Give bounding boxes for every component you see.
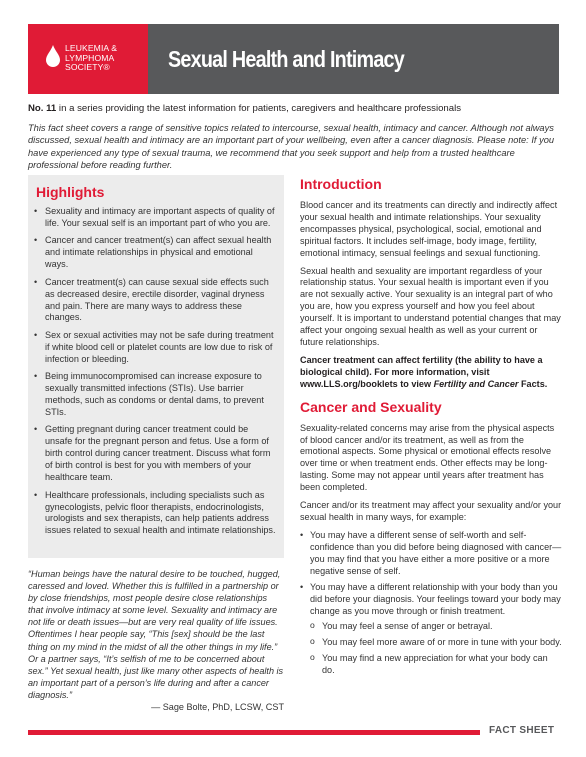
highlights-title: Highlights [36,184,105,200]
introduction-paragraph: Blood cancer and its treatments can directly and indirectly affect your sexual health and intimate relationships. Your sexuality encompasses physical, psychological, social, emotional and spiritual factors. It includes self-image, body image, fertility, emotional intimacy, sensual feelings and sexual functioning. [300,200,558,258]
header [28,24,559,94]
callout-text-end: Facts. [518,378,548,389]
logo-line-1: LEUKEMIA & [65,43,118,53]
highlights-box [28,175,284,558]
logo-line-2: LYMPHOMA [65,52,115,63]
effects-item-text: You may have a different relationship with your body than you did before your diagnosis. Your feelings toward your body may change as you move through or finish treatment. [310,582,561,617]
quote-text: “Human beings have the natural desire to be touched, hugged, caressed and loved. Whether this is fulfilled in a partnership or by close friendships, most people desire close relationships that involve intimacy at some level. Sexuality and intimacy are not life or death issues—but are very real quality of life issues. Oftentimes I hear people say, “This [sex] should be the last thing on my mind in the midst of all the other things in my life.” Or a partner says, “It’s selfish of me to be concerned about sex.” Yet sexual health, just like many other aspects of health is an important part of a person’s life during and after a cancer diagnosis.” [28,569,284,700]
fact-sheet-intro: This fact sheet covers a range of sensitive topics related to intercourse, sexual health, intimacy and cancer. Although not always discussed, sexual health and intimacy are an important part of your wellbeing, even after a cancer diagnosis. Please note: If you have experienced any type of sexual trauma, we recommend that you seek support and help from a trusted healthcare professional before reading further. [28,123,555,171]
effects-sub-item: o You may feel more aware of or more in tune with your body. [310,637,562,649]
highlight-item: • Getting pregnant during cancer treatment could be unsafe for the pregnant person and fetus. Use a form of birth control during cancer treatment. Discuss what form of birth control is best for you with members of your healthcare team. [34,424,276,484]
title-banner [148,24,559,94]
highlight-item: • Sexuality and intimacy are important aspects of quality of life. Your sexual self is an important part of who you are. [34,206,276,230]
introduction-heading: Introduction [300,176,382,192]
booklet-title: Fertility and Cancer [433,378,519,389]
footer-bar [28,730,480,735]
cancer-sexuality-paragraph: Cancer and/or its treatment may affect your sexuality and/or your sexual health in many ways, for example: [300,500,562,522]
effects-sub-list [310,621,562,677]
effects-sub-item: o You may feel a sense of anger or betrayal. [310,621,562,633]
logo-text [65,44,117,73]
effects-list [300,530,562,677]
highlight-item: • Cancer and cancer treatment(s) can affect sexual health and intimate relationships in physical and emotional ways. [34,235,276,271]
drop-logo-icon [46,45,60,67]
fertility-callout [300,355,562,391]
series-line [28,103,568,114]
page-title: Sexual Health and Intimacy [168,45,405,72]
quote-attribution: — Sage Bolte, PhD, LCSW, CST [151,702,284,713]
introduction-paragraph: Sexual health and sexuality are important regardless of your relationship status. Your sexual health is important even if you are not sexually active. Your sexuality is an integral part of who you are, how you express yourself and how you feel about yourself. It is important to understand potential changes that may affect your ongoing sexual health as well as your current or future relationships. [300,265,561,347]
cancer-sexuality-heading: Cancer and Sexuality [300,398,442,415]
main-column [300,176,562,682]
highlight-item: • Healthcare professionals, including specialists such as gynecologists, pelvic floor therapists, endocrinologists, urologists and sex therapists, can help patients address issues related to sexual health and intimate relationships. [34,490,276,538]
highlight-item: • Cancer treatment(s) can cause sexual side effects such as decreased desire, erectile disorder, vaginal dryness and pain. There are many ways to address these changes. [34,277,276,325]
highlight-item: • Sex or sexual activities may not be safe during treatment if white blood cell or platelet counts are low due to risk of infection or bleeding. [34,330,276,366]
effects-item: • You may have a different sense of self-worth and self-confidence than you did before being diagnosed with cancer—you may find that you have either a more positive or a more negative sense of self. [300,530,562,578]
cancer-sexuality-paragraph: Sexuality-related concerns may arise from the physical aspects of blood cancer and/or its treatment, as well as from the emotional aspects. Some physical or emotional effects resolve over time or when treatment ends. Other effects may be long-lasting. Some may not appear until years after treatment has been completed. [300,422,555,493]
series-number: No. 11 [28,103,57,114]
highlight-item: • Being immunocompromised can increase exposure to sexually transmitted infections (STIs). Use barrier methods, such as condoms or dental dams, to prevent STIs. [34,371,276,419]
effects-sub-item: o You may find a new appreciation for what your body can do. [310,653,562,677]
fact-sheet-label: FACT SHEET [489,725,555,736]
effects-item [300,582,562,676]
lls-logo [28,24,148,94]
highlights-list [28,206,284,537]
logo-line-3: SOCIETY® [65,62,110,73]
quote-block [28,568,284,713]
series-text: in a series providing the latest information for patients, caregivers and healthcare professionals [56,103,462,114]
callout-text: Cancer treatment can affect fertility (the ability to have a biological child). For more information, visit www.LLS.org/booklets to view [300,354,543,389]
